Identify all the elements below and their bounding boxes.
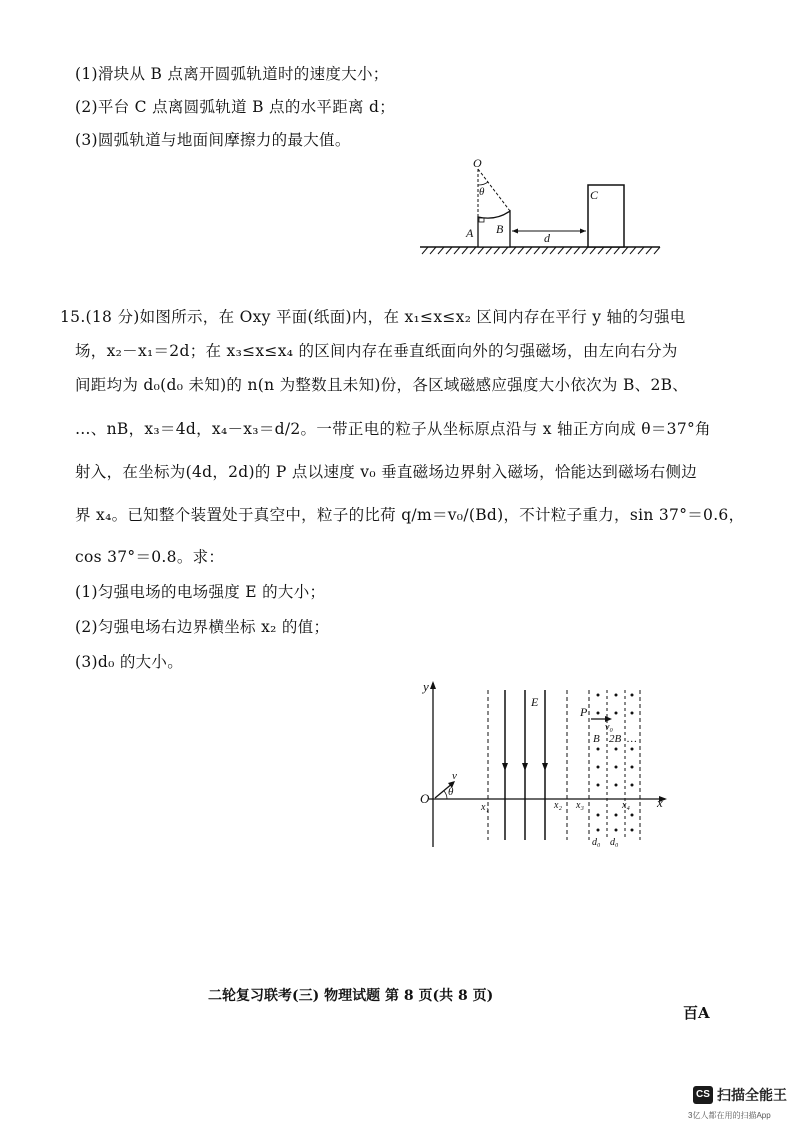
label-y: y (423, 679, 429, 694)
q14-sub2: (2)平台 C 点离圆弧轨道 B 点的水平距离 d； (75, 98, 396, 116)
q15-line-2: 场，x₂－x₁＝2d；在 x₃≤x≤x₄ 的区间内存在垂直纸面向外的匀强磁场，由左向右分为 (75, 342, 678, 360)
label-p: P (580, 705, 588, 719)
label-x2: x₂ (554, 800, 562, 811)
q15-line-7: cos 37°＝0.8。求： (75, 548, 225, 566)
scanner-logo-icon: CS (693, 1086, 713, 1104)
arc-track (478, 211, 510, 247)
label-b: B (496, 222, 504, 236)
theta-arc (478, 182, 488, 185)
q15-sub1: (1)匀强电场的电场强度 E 的大小； (75, 583, 326, 601)
field-arrows (502, 763, 548, 771)
q15-sub2: (2)匀强电场右边界横坐标 x₂ 的值； (75, 618, 330, 636)
label-x4: x₄ (622, 800, 630, 811)
scanner-name: 扫描全能王 (717, 1087, 787, 1103)
label-x3: x₃ (576, 800, 584, 811)
q15-line-3: 间距均为 d₀(d₀ 未知)的 n(n 为整数且未知)份，各区域磁感应强度大小依次为 B、2B、 (75, 376, 689, 394)
q15-sub3: (3)d₀ 的大小。 (75, 653, 184, 671)
label-ellipsis: … (627, 733, 637, 745)
q15-line-5: 射入，在坐标为(4d，2d)的 P 点以速度 v₀ 垂直磁场边界射入磁场，恰能达到磁场右侧边 (75, 463, 698, 481)
q14-sub3: (3)圆弧轨道与地面间摩擦力的最大值。 (75, 131, 351, 149)
q15-line-4: …、nB，x₃＝4d，x₄－x₃＝d/2。一带正电的粒子从坐标原点沿与 x 轴正方向成 θ＝37°角 (75, 420, 711, 438)
label-o: O (473, 156, 482, 170)
q15-line-6: 界 x₄。已知整个装置处于真空中，粒子的比荷 q/m＝v₀/(Bd)，不计粒子重力，sin 37°＝0.6， (75, 506, 745, 524)
ground-hatch (422, 247, 660, 254)
q15-line-1: 15.(18 分)如图所示，在 Oxy 平面(纸面)内，在 x₁≤x≤x₂ 区间内存在平行 y 轴的匀强电 (60, 308, 686, 326)
label-d0-first: d₀ (592, 837, 601, 848)
label-a: A (466, 226, 474, 240)
label-origin: O (420, 791, 430, 806)
q14-figure (410, 155, 670, 265)
label-v0: v₀ (605, 722, 613, 733)
page-footer: 二轮复习联考(三) 物理试题 第 8 页(共 8 页) (208, 988, 494, 1004)
distance-arrow-left (512, 229, 518, 234)
label-x1: x₁ (481, 802, 489, 813)
distance-arrow-right (580, 229, 586, 234)
q15-figure (415, 675, 675, 855)
y-axis-arrow (430, 681, 436, 689)
theta-arc (444, 791, 447, 799)
label-e: E (531, 695, 539, 709)
label-d0-second: d₀ (610, 837, 619, 848)
scanner-tagline: 3亿人都在用的扫描App (688, 1111, 771, 1120)
label-theta: θ (479, 186, 485, 198)
label-2b: 2B (609, 733, 622, 745)
label-theta: θ (448, 786, 454, 798)
label-c: C (590, 188, 599, 202)
label-x: x (657, 795, 663, 810)
q14-sub1: (1)滑块从 B 点离开圆弧轨道时的速度大小； (75, 65, 389, 83)
label-b: B (593, 733, 600, 745)
paper-mark: 百A (683, 1004, 710, 1022)
label-v: v (452, 770, 457, 782)
label-d: d (544, 231, 550, 245)
